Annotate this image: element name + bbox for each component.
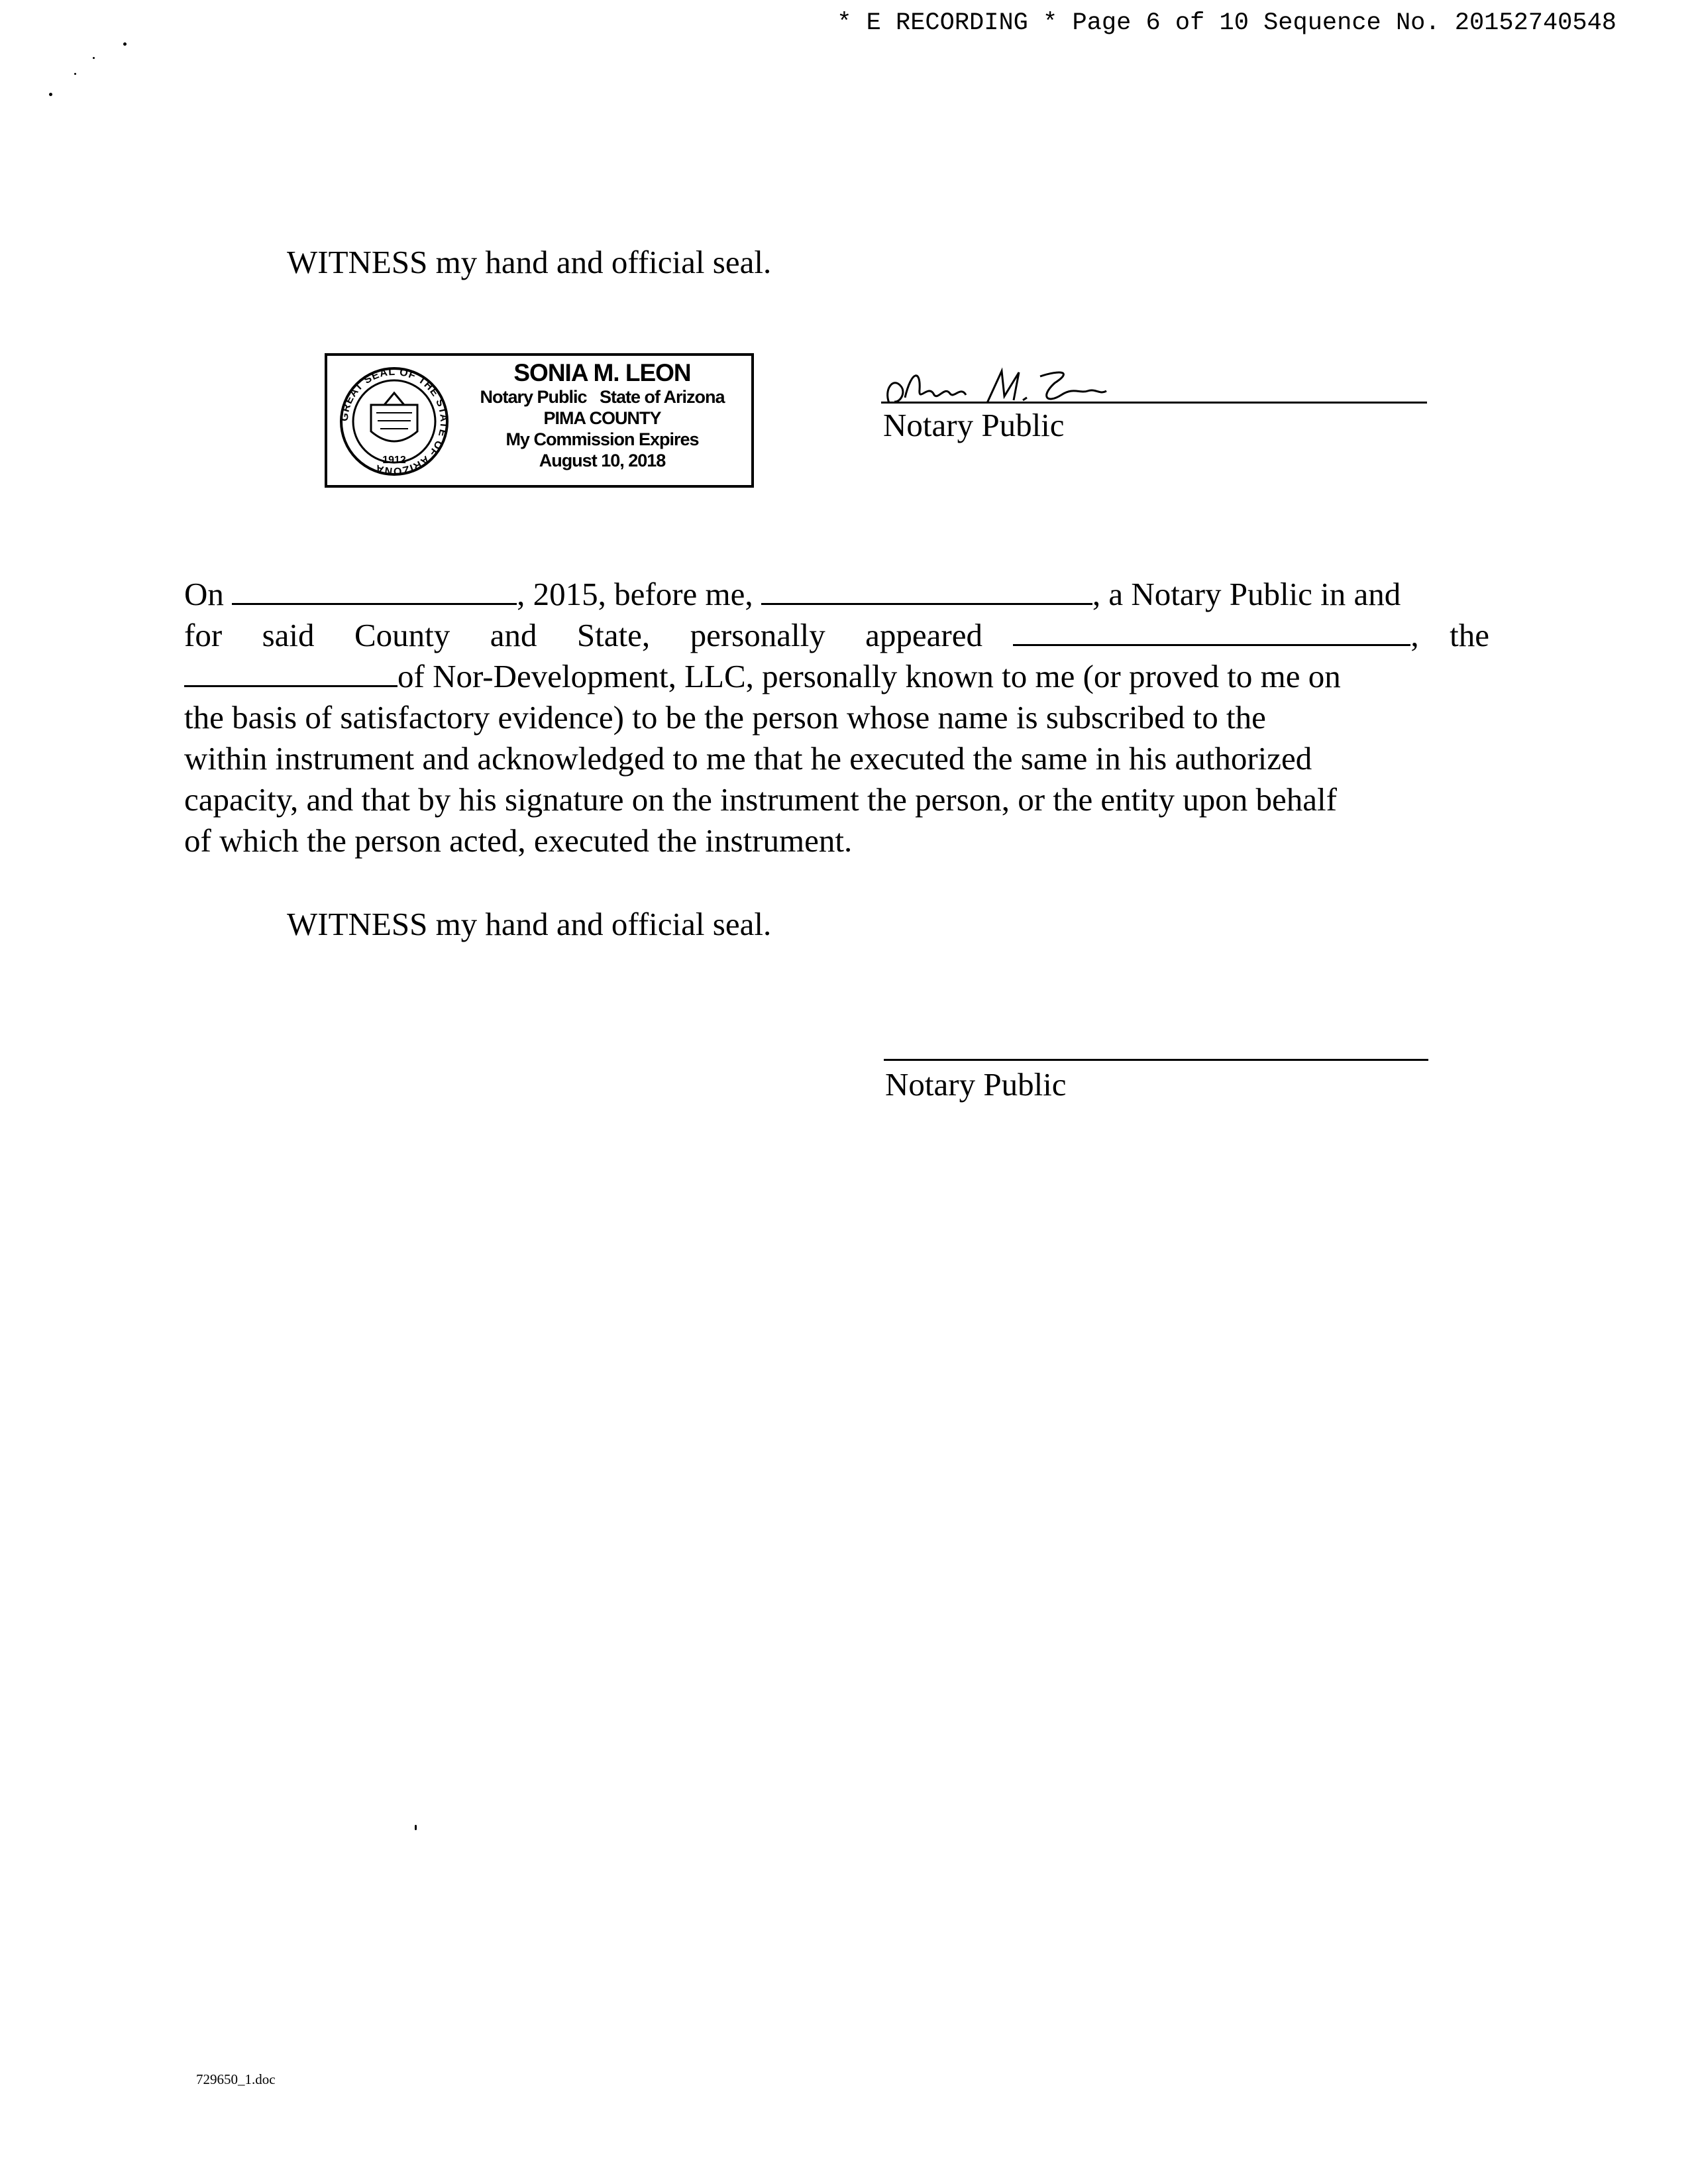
appearer-name-blank[interactable] (1013, 615, 1410, 646)
notary-public-label-2: Notary Public (885, 1066, 1067, 1103)
seal-year: 1912 (382, 455, 406, 466)
notary-name-blank[interactable] (761, 574, 1092, 605)
ack-notary-public: , a Notary Public in and (1092, 576, 1401, 612)
signature-line-2[interactable] (884, 1059, 1428, 1061)
witness-line-2: WITNESS my hand and official seal. (287, 906, 772, 942)
witness-line-1: WITNESS my hand and official seal. (287, 244, 772, 280)
stamp-text-block (480, 360, 725, 471)
notary-stamp (325, 353, 754, 488)
scan-speck (123, 42, 127, 46)
recording-header: * E RECORDING * Page 6 of 10 Sequence No. 20152740548 (837, 9, 1616, 37)
state-seal-icon (338, 365, 450, 478)
document-id: 729650_1.doc (196, 2071, 276, 2087)
ack-line-4: the basis of satisfactory evidence) to be the person whose name is subscribed to the (184, 699, 1266, 736)
ack-company: of Nor-Development, LLC, personally known to me (or proved to me on (398, 658, 1341, 694)
stamp-county: PIMA COUNTY (543, 408, 661, 428)
scan-speck (415, 1825, 417, 1830)
ack-line-3 (184, 656, 1341, 697)
stamp-notary-state: Notary Public State of Arizona (480, 387, 725, 407)
notary-public-label-1: Notary Public (883, 407, 1065, 443)
ack-line-5: within instrument and acknowledged to me that he executed the same in his authorized (184, 740, 1312, 777)
ack-line-1 (184, 574, 1401, 615)
seal-ring-text: GREAT SEAL OF THE STATE OF ARIZONA (339, 366, 450, 477)
stamp-commission-label: My Commission Expires (505, 429, 699, 449)
ack-year: , 2015, before me, (517, 576, 753, 612)
scan-speck (49, 93, 52, 96)
ack-appeared: for said County and State, personally appeared (184, 617, 982, 653)
title-blank[interactable] (184, 656, 398, 687)
stamp-commission-date: August 10, 2018 (539, 451, 666, 470)
scan-speck (74, 73, 76, 75)
date-blank[interactable] (232, 574, 517, 605)
ack-on: On (184, 576, 224, 612)
ack-line-6: capacity, and that by his signature on the instrument the person, or the entity upon behalf (184, 781, 1337, 818)
ack-line-7: of which the person acted, executed the instrument. (184, 822, 853, 859)
stamp-notary-name: SONIA M. LEON (513, 359, 691, 386)
signature-line-1 (881, 402, 1427, 404)
scan-speck (93, 57, 95, 59)
ack-the: , the (1410, 617, 1489, 653)
ack-line-2 (184, 615, 1489, 656)
